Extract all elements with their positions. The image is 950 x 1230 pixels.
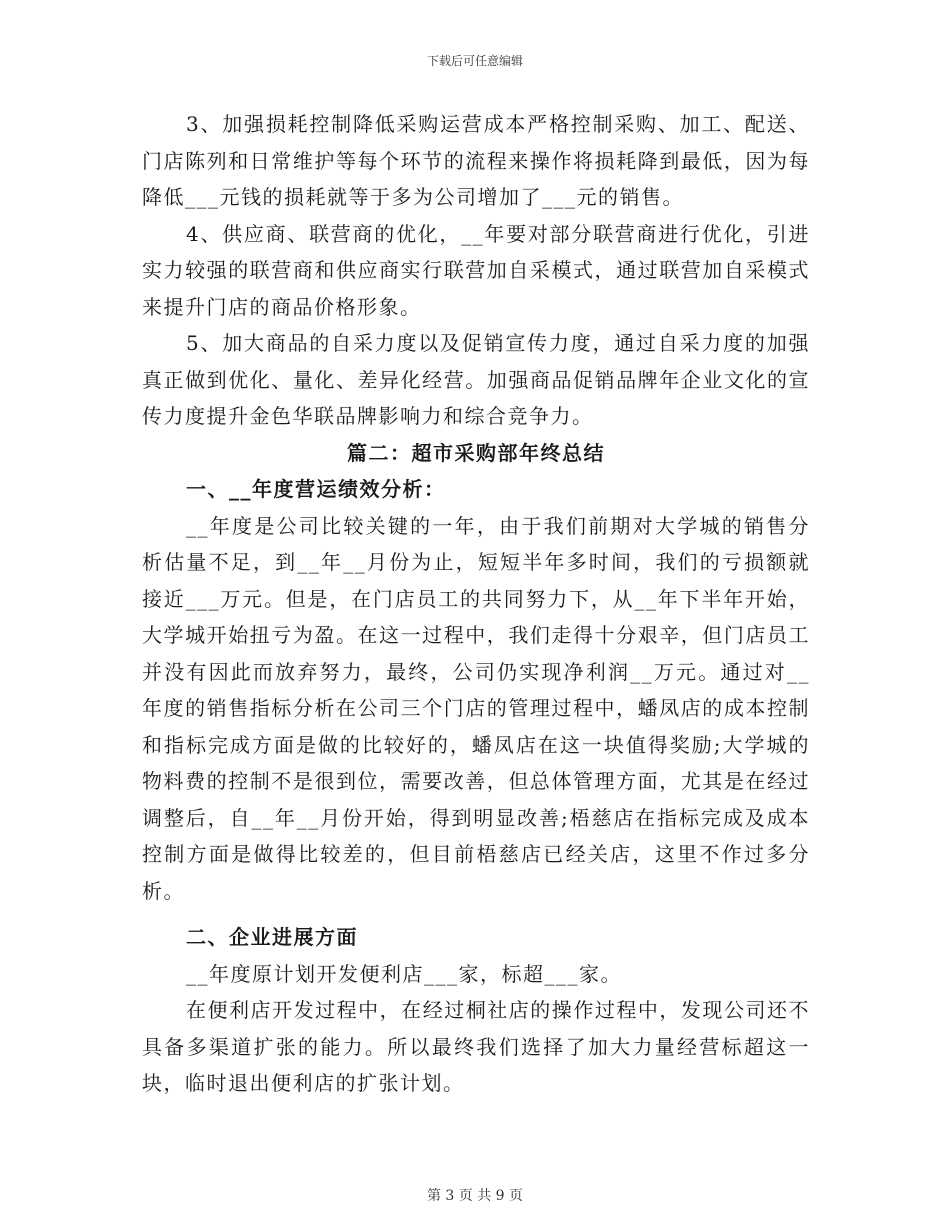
section-title: 篇二：超市采购部年终总结 <box>347 440 605 465</box>
heading-performance-analysis: 一、__年度营运绩效分析： <box>186 477 446 501</box>
paragraph-performance-analysis: __年度是公司比较关键的一年，由于我们前期对大学城的销售分析估量不足，到__年__月份为止，短短半年多时间，我们的亏损额就接近___万元。但是，在门店员工的共同努力下，从__年下半年开始，大学城开始扭亏为盈。在这一过程中，我们走得十分艰辛，但门店员工并没有因此而放弃努力，最终，公司仍实现净利润__万元。通过对__年度的销售指标分析在公司三个门店的管理过程中，蟠凤店的成本控制和指标完成方面是做的比较好的，蟠凤店在这一块值得奖励;大学城的物料费的控制不是很到位，需要改善，但总体管理方面，尤其是在经过调整后，自__年__月份开始，得到明显改善;梧慈店在指标完成及成本控制方面是做得比较差的，但目前梧慈店已经关店，这里不作过多分析。 <box>142 513 810 903</box>
paragraph-loss-control: 3、加强损耗控制降低采购运营成本严格控制采购、加工、配送、门店陈列和日常维护等每个环节的流程来操作将损耗降到最低，因为每降低___元钱的损耗就等于多为公司增加了___元的销售。 <box>142 112 810 209</box>
paragraph-self-purchase: 5、加大商品的自采力度以及促销宣传力度，通过自采力度的加强真正做到优化、量化、差异化经营。加强商品促销品牌年企业文化的宣传力度提升金色华联品牌影响力和综合竞争力。 <box>142 331 810 428</box>
paragraph-supplier-optimization: 4、供应商、联营商的优化，__年要对部分联营商进行优化，引进实力较强的联营商和供应商实行联营加自采模式，通过联营加自采模式来提升门店的商品价格形象。 <box>142 221 810 319</box>
page-header: 下载后可任意编辑 <box>426 54 523 68</box>
heading-enterprise-development: 二、企业进展方面 <box>186 925 358 949</box>
page-number: 第 3 页 共 9 页 <box>426 1188 524 1204</box>
paragraph-convenience-store: 在便利店开发过程中，在经过桐社店的操作过程中，发现公司还不具备多渠道扩张的能力。所以最终我们选择了加大力量经营标超这一块，临时退出便利店的扩张计划。 <box>142 998 810 1095</box>
document-body <box>142 106 810 1102</box>
paragraph-store-plan: __年度原计划开发便利店___家，标超___家。 <box>186 961 622 986</box>
